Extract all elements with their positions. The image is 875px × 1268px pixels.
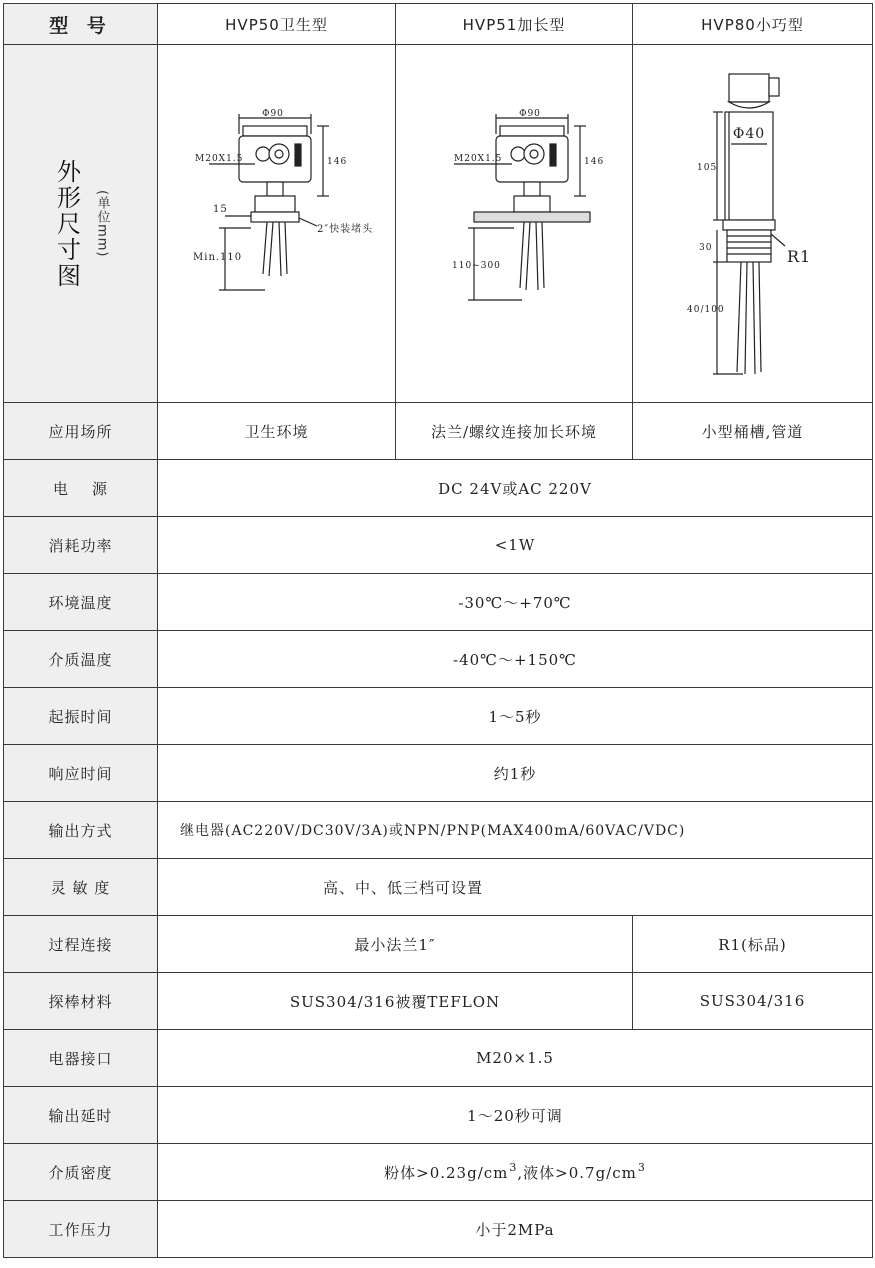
- output-delay-row: [4, 1087, 873, 1144]
- probe-material-label: 探棒材料: [4, 973, 158, 1030]
- hvp50-flange: 15: [212, 203, 228, 215]
- hvp80-drawing: [643, 64, 863, 384]
- hvp51-drawing: [404, 104, 624, 344]
- pressure-value: 小于2MPa: [158, 1201, 873, 1258]
- sensitivity-row: [4, 859, 873, 916]
- hvp50-probe: Min.110: [192, 251, 242, 263]
- hvp50-clamp: 2″快装堵头: [316, 223, 373, 235]
- electrical-interface-row: [4, 1030, 873, 1087]
- dimension-label: 外形尺寸图: [52, 158, 81, 289]
- model-hvp50: HVP50卫生型: [158, 4, 396, 45]
- output-mode-value: 继电器(AC220V/DC30V/3A)或NPN/PNP(MAX400mA/60VAC/VDC): [158, 802, 873, 859]
- hvp50-height: 146: [326, 156, 347, 167]
- output-mode-row: [4, 802, 873, 859]
- dimension-unit: (单位mm): [94, 189, 110, 258]
- startup-time-value: 1～5秒: [158, 688, 873, 745]
- hvp80-thread-len: 30: [698, 242, 712, 253]
- density-liquid-exp: 3: [637, 1160, 646, 1174]
- response-time-row: [4, 745, 873, 802]
- response-time-label: 响应时间: [4, 745, 158, 802]
- application-hvp80: 小型桶槽,管道: [633, 403, 873, 460]
- hvp80-drawing-cell: [633, 45, 873, 403]
- process-connection-row: [4, 916, 873, 973]
- hvp51-height: 146: [584, 156, 605, 167]
- density-powder-exp: 3: [509, 1160, 518, 1174]
- process-connection-main: 最小法兰1″: [158, 916, 633, 973]
- process-connection-label: 过程连接: [4, 916, 158, 973]
- hvp50-thread: M20X1.5: [194, 153, 243, 164]
- medium-temp-label: 介质温度: [4, 631, 158, 688]
- density-powder: 粉体>0.23g/cm: [384, 1163, 509, 1182]
- model-label: 型 号: [4, 4, 158, 45]
- density-liquid: ,液体>0.7g/cm: [517, 1163, 637, 1182]
- power-row: [4, 460, 873, 517]
- medium-temp-value: -40℃～+150℃: [158, 631, 873, 688]
- hvp80-length: 105: [696, 162, 717, 173]
- model-hvp80: HVP80小巧型: [633, 4, 873, 45]
- hvp51-thread: M20X1.5: [454, 153, 503, 164]
- output-mode-label: 输出方式: [4, 802, 158, 859]
- ambient-temp-row: [4, 574, 873, 631]
- probe-material-hvp80: SUS304/316: [633, 973, 873, 1030]
- probe-material-row: [4, 973, 873, 1030]
- density-label: 介质密度: [4, 1144, 158, 1201]
- ambient-temp-label: 环境温度: [4, 574, 158, 631]
- output-delay-label: 输出延时: [4, 1087, 158, 1144]
- model-hvp51: HVP51加长型: [396, 4, 633, 45]
- startup-time-row: [4, 688, 873, 745]
- sensitivity-value: 高、中、低三档可设置: [158, 859, 873, 916]
- sensitivity-label: 灵 敏 度: [4, 859, 158, 916]
- density-value-cell: [158, 1144, 873, 1201]
- hvp50-drawing: [167, 104, 387, 344]
- hvp50-dia: Φ90: [261, 108, 284, 119]
- hvp51-drawing-cell: [396, 45, 633, 403]
- dimension-label-cell: [4, 45, 158, 403]
- consumption-value: <1W: [158, 517, 873, 574]
- hvp51-probe: 110~300: [452, 260, 501, 271]
- consumption-row: [4, 517, 873, 574]
- dimension-row: [4, 45, 873, 403]
- ambient-temp-value: -30℃～+70℃: [158, 574, 873, 631]
- pressure-label: 工作压力: [4, 1201, 158, 1258]
- hvp50-drawing-cell: [158, 45, 396, 403]
- power-value: DC 24V或AC 220V: [158, 460, 873, 517]
- header-row: [4, 4, 873, 45]
- pressure-row: [4, 1201, 873, 1258]
- response-time-value: 约1秒: [158, 745, 873, 802]
- hvp80-probe: 40/100: [686, 304, 725, 315]
- hvp80-dia: Φ40: [732, 125, 765, 142]
- density-row: [4, 1144, 873, 1201]
- hvp80-thread: R1: [786, 246, 811, 266]
- hvp51-dia: Φ90: [519, 108, 541, 119]
- consumption-label: 消耗功率: [4, 517, 158, 574]
- application-row: [4, 403, 873, 460]
- startup-time-label: 起振时间: [4, 688, 158, 745]
- electrical-interface-label: 电器接口: [4, 1030, 158, 1087]
- output-delay-value: 1～20秒可调: [158, 1087, 873, 1144]
- application-hvp51: 法兰/螺纹连接加长环境: [396, 403, 633, 460]
- spec-table: [3, 3, 873, 1258]
- probe-material-main: SUS304/316被覆TEFLON: [158, 973, 633, 1030]
- medium-temp-row: [4, 631, 873, 688]
- application-hvp50: 卫生环境: [158, 403, 396, 460]
- power-label: 电 源: [4, 460, 158, 517]
- electrical-interface-value: M20×1.5: [158, 1030, 873, 1087]
- process-connection-hvp80: R1(标品): [633, 916, 873, 973]
- application-label: 应用场所: [4, 403, 158, 460]
